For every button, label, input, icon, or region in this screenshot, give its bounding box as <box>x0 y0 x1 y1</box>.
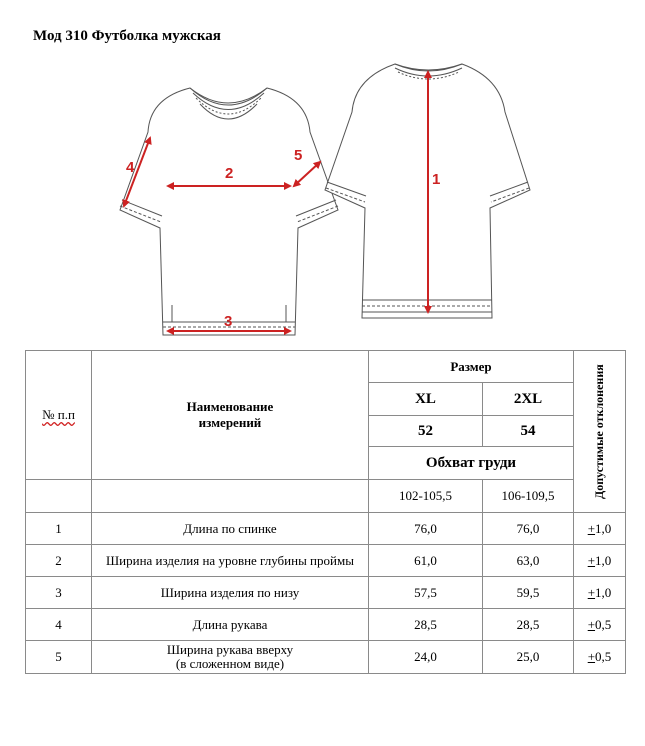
header-name-bottom <box>92 480 369 513</box>
measurements-table <box>25 350 626 674</box>
header-name: Наименование измерений <box>92 351 369 480</box>
table-row: 1 Длина по спинке 76,0 76,0 +1,0 <box>26 513 626 545</box>
header-number: № п.п <box>26 351 92 480</box>
size-number-xl: 52 <box>369 416 483 447</box>
front-body-outline <box>120 88 338 335</box>
header-tolerance: Допустимые отклонения <box>574 351 626 513</box>
table-row: 3 Ширина изделия по низу 57,5 59,5 +1,0 <box>26 577 626 609</box>
label-2: 2 <box>225 165 234 182</box>
chest-xl: 102-105,5 <box>369 480 483 513</box>
label-3: 3 <box>224 313 233 330</box>
table-row: 2 Ширина изделия на уровне глубины проймы 61,0 63,0 +1,0 <box>26 545 626 577</box>
tshirt-technical-drawing <box>0 0 645 345</box>
size-xl: XL <box>369 383 483 416</box>
label-1: 1 <box>432 171 441 188</box>
table-row: 4 Длина рукава 28,5 28,5 +0,5 <box>26 609 626 641</box>
label-5: 5 <box>294 147 303 164</box>
label-4: 4 <box>126 159 135 176</box>
table-row: 5 Ширина рукава вверху (в сложенном виде) 24,0 25,0 +0,5 <box>26 641 626 674</box>
front-view <box>120 88 338 335</box>
size-2xl: 2XL <box>483 383 574 416</box>
chest-label: Обхват груди <box>369 447 574 480</box>
header-size: Размер <box>369 351 574 383</box>
page-title: Мод 310 Футболка мужская <box>33 28 221 44</box>
chest-2xl: 106-109,5 <box>483 480 574 513</box>
header-number-bottom <box>26 480 92 513</box>
size-number-2xl: 54 <box>483 416 574 447</box>
